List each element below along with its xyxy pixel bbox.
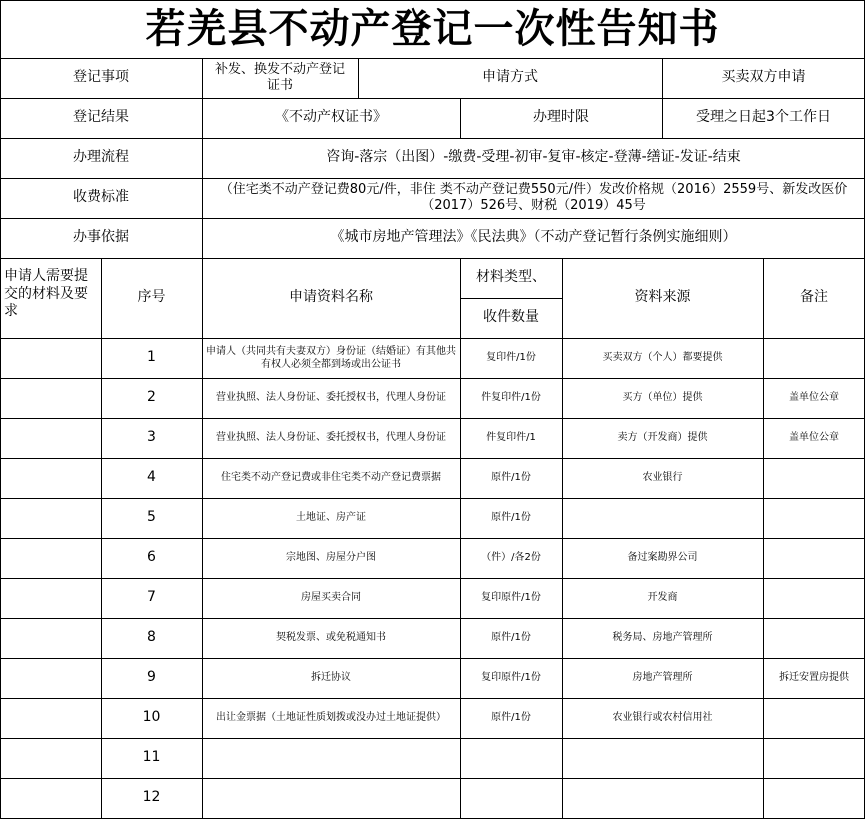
basis-value: 《城市房地产管理法》《民法典》（不动产登记暂行条例实施细则）	[330, 229, 737, 246]
row-number: 6	[147, 549, 156, 566]
row-material-note: 拆迁安置房提供	[779, 672, 849, 684]
row-material-note	[763, 778, 865, 818]
row-material-note	[763, 698, 865, 738]
page-title: 若羌县不动产登记一次性告知书	[145, 5, 720, 52]
row-material-name: 营业执照、法人身份证、委托授权书，代理人身份证	[216, 432, 446, 444]
row-number: 8	[147, 629, 156, 646]
row-material-type: 复印件/1份	[486, 352, 536, 364]
time-label: 办理时限	[533, 109, 589, 126]
col-type-header-2: 收件数量	[483, 309, 539, 326]
row-material-type	[460, 778, 562, 818]
row-material-source: 农业银行	[642, 472, 683, 484]
result-value: 《不动产权证书》	[275, 109, 387, 126]
process-value: 咨询-落宗（出图）-缴费-受理-初审-复审-核定-登薄-缮证-发证-结束	[326, 149, 741, 166]
row-number: 9	[147, 669, 156, 686]
row-material-type: 原件/1份	[491, 712, 531, 724]
row-material-type: 原件/1份	[491, 512, 531, 524]
row-material-source: 卖方（开发商）提供	[617, 432, 708, 444]
row-material-note	[763, 538, 865, 578]
row-material-source	[562, 498, 763, 538]
row-material-type: （件）/各2份	[481, 552, 541, 564]
row-number: 7	[147, 589, 156, 606]
row-number: 5	[147, 509, 156, 526]
time-value: 受理之日起3个工作日	[696, 109, 831, 126]
process-label: 办理流程	[73, 149, 129, 166]
row-material-type	[460, 738, 562, 778]
row-material-note	[763, 498, 865, 538]
row-material-name: 住宅类不动产登记费或非住宅类不动产登记费票据	[221, 472, 441, 484]
row-material-source: 农业银行或农村信用社	[612, 712, 713, 724]
fee-label: 收费标准	[73, 189, 129, 206]
row-material-type: 件复印件/1份	[481, 392, 541, 404]
row-material-note	[763, 618, 865, 658]
row-material-name: 契税发票、或免税通知书	[276, 632, 386, 644]
row-material-note: 盖单位公章	[789, 392, 839, 404]
row-material-source: 税务局、房地产管理所	[612, 632, 713, 644]
result-label: 登记结果	[73, 109, 129, 126]
row-number: 10	[142, 709, 161, 726]
row-material-name: 宗地图、房屋分户图	[286, 552, 376, 564]
col-name-header: 申请资料名称	[289, 289, 373, 306]
basis-label: 办事依据	[73, 229, 129, 246]
row-material-source: 备过案勘界公司	[627, 552, 698, 564]
row-material-type: 原件/1份	[491, 472, 531, 484]
row-number: 4	[147, 469, 156, 486]
row-material-note	[763, 338, 865, 378]
row-material-type: 原件/1份	[491, 632, 531, 644]
row-material-name: 拆迁协议	[311, 672, 351, 684]
row-material-source: 开发商	[647, 592, 678, 604]
row-material-type: 复印原件/1份	[481, 672, 541, 684]
item-label: 登记事项	[73, 69, 129, 86]
row-material-source: 买方（单位）提供	[622, 392, 703, 404]
row-material-type: 件复印件/1	[486, 432, 536, 444]
col-source-header: 资料来源	[634, 289, 691, 306]
col-type-header-1: 材料类型、	[476, 269, 546, 286]
row-number: 1	[147, 349, 156, 366]
row-material-source	[562, 738, 763, 778]
row-material-source: 买卖双方（个人）都要提供	[602, 352, 723, 364]
method-label: 申请方式	[482, 69, 538, 86]
row-material-name: 营业执照、法人身份证、委托授权书，代理人身份证	[216, 392, 446, 404]
method-value: 买卖双方申请	[721, 69, 806, 86]
row-number: 3	[147, 429, 156, 446]
row-material-note	[763, 578, 865, 618]
row-material-source: 房地产管理所	[632, 672, 693, 684]
row-material-name: 申请人（共同共有夫妻双方）身份证（结婚证）有其他共有权人必须全都到场或出公证书	[206, 345, 456, 370]
fee-value: （住宅类不动产登记费80元/件，非住 类不动产登记费550元/件）发改价格规（2016）2559号、新发改医价（2017）526号、财税（2019）45号	[219, 181, 848, 213]
row-material-name: 房屋买卖合同	[301, 592, 361, 604]
row-material-note: 盖单位公章	[789, 432, 839, 444]
row-material-note	[763, 738, 865, 778]
row-material-source	[562, 778, 763, 818]
row-material-type: 复印原件/1份	[481, 592, 541, 604]
item-value: 补发、换发不动产登记证书	[214, 61, 345, 93]
col-no-header: 序号	[137, 289, 166, 306]
row-number: 12	[142, 789, 161, 806]
row-number: 2	[147, 389, 156, 406]
row-material-name: 土地证、房产证	[296, 512, 366, 524]
row-material-name	[202, 738, 460, 778]
row-material-note	[763, 458, 865, 498]
row-material-name: 出让金票据（土地证性质划拨或没办过土地证提供）	[216, 712, 446, 724]
materials-side-label: 申请人需要提交的材料及要求	[4, 268, 88, 319]
row-number: 11	[142, 749, 161, 766]
col-note-header: 备注	[800, 289, 828, 306]
row-material-name	[202, 778, 460, 818]
